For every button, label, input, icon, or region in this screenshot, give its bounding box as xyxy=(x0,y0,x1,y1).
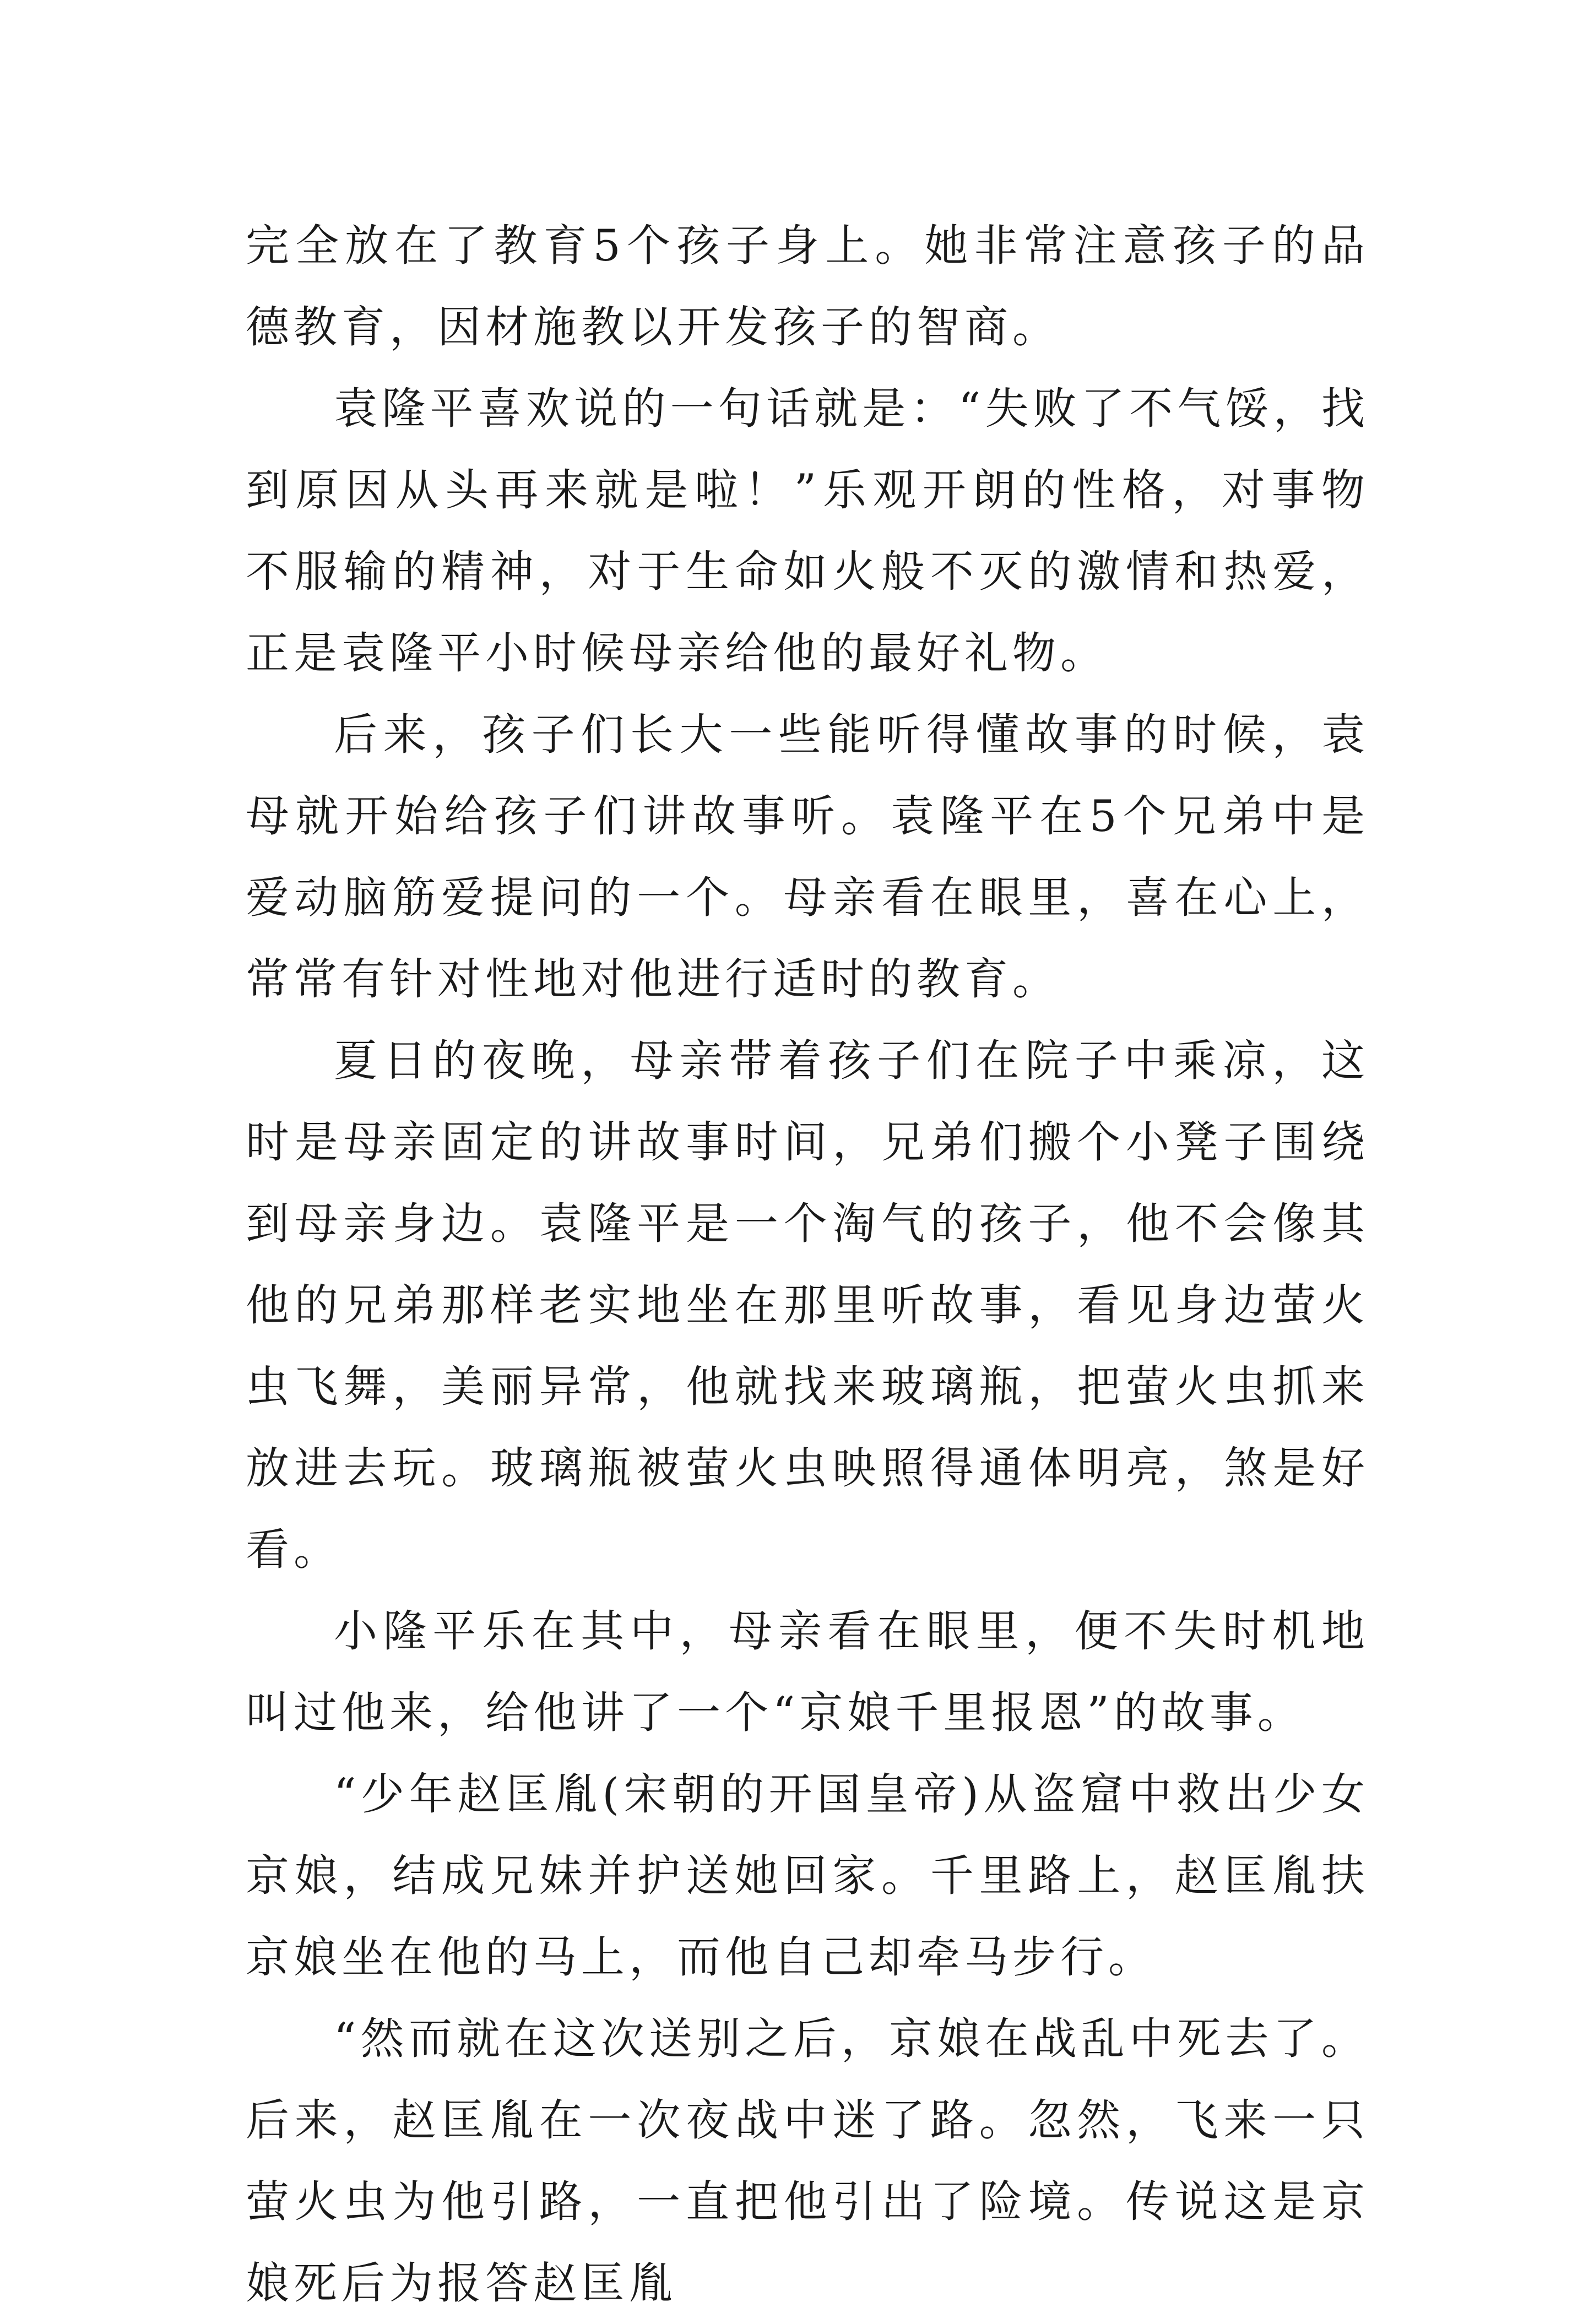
paragraph-continuation: 完全放在了教育5个孩子身上。她非常注意孩子的品德教育，因材施教以开发孩子的智商。 xyxy=(246,220,1369,352)
paragraph: 后来，孩子们长大一些能听得懂故事的时候，袁母就开始给孩子们讲故事听。袁隆平在5个兄弟中是爱动脑筋爱提问的一个。母亲看在眼里，喜在心上，常常有针对性地对他进行适时的教育。 xyxy=(246,709,1369,1004)
paragraph: “少年赵匡胤(宋朝的开国皇帝)从盗窟中救出少女京娘，结成兄妹并护送她回家。千里路上，赵匡胤扶京娘坐在他的马上，而他自己却牵马步行。 xyxy=(246,1769,1369,1983)
paragraph: 小隆平乐在其中，母亲看在眼里，便不失时机地叫过他来，给他讲了一个“京娘千里报恩”的故事。 xyxy=(246,1606,1369,1738)
document-body xyxy=(246,205,1369,2324)
paragraph: “然而就在这次送别之后，京娘在战乱中死去了。后来，赵匡胤在一次夜战中迷了路。忽然，飞来一只萤火虫为他引路，一直把他引出了险境。传说这是京娘死后为报答赵匡胤 xyxy=(246,2013,1369,2309)
paragraph: 袁隆平喜欢说的一句话就是：“失败了不气馁，找到原因从头再来就是啦！”乐观开朗的性格，对事物不服输的精神，对于生命如火般不灭的激情和热爱，正是袁隆平小时候母亲给他的最好礼物。 xyxy=(246,383,1369,678)
paragraph: 夏日的夜晚，母亲带着孩子们在院子中乘凉，这时是母亲固定的讲故事时间，兄弟们搬个小凳子围绕到母亲身边。袁隆平是一个淘气的孩子，他不会像其他的兄弟那样老实地坐在那里听故事，看见身边萤火虫飞舞，美丽异常，他就找来玻璃瓶，把萤火虫抓来放进去玩。玻璃瓶被萤火虫映照得通体明亮，煞是好看。 xyxy=(246,1035,1369,1575)
